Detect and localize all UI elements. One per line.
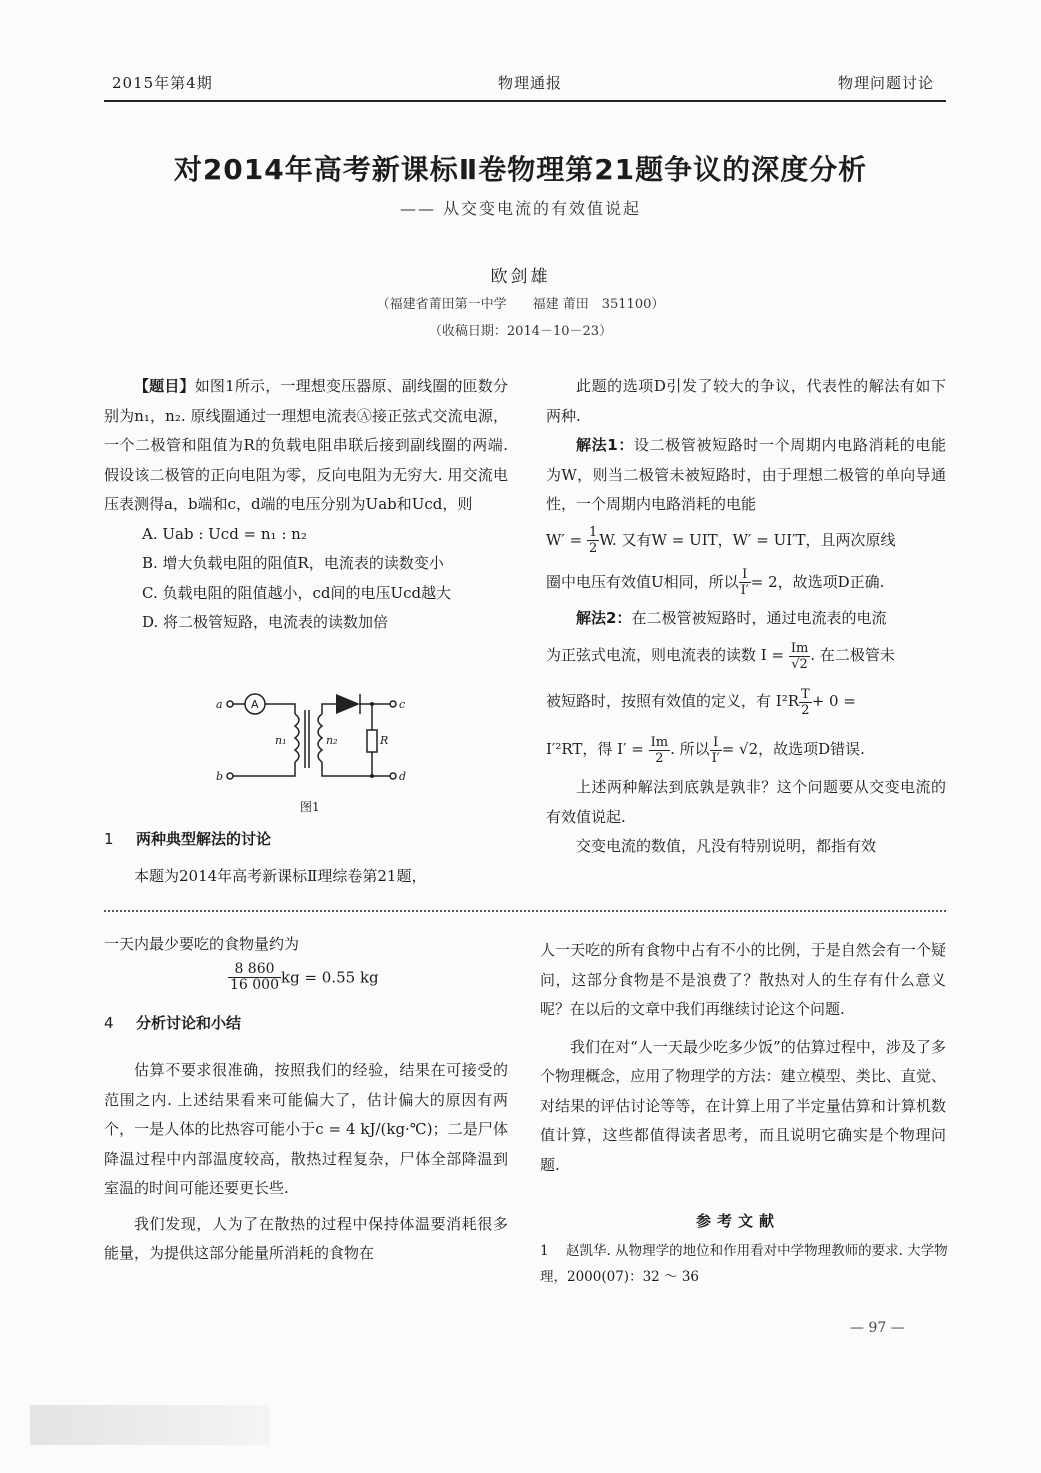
sol2-im-half-fraction: $\frac{Im}{2}$ (650, 734, 669, 766)
lower-left-p3: 我们发现，人为了在散热的过程中保持体温要消耗很多能量，为提供这部分能量所消耗的食物在 (104, 1214, 508, 1262)
sol2-line-4-end: = √2，故选项D错误. (721, 740, 865, 758)
sol1-eq-start: W′ = (546, 530, 587, 549)
sol1-conclusion-end: = 2，故选项D正确. (750, 572, 885, 591)
label-n2: n₂ (326, 734, 338, 747)
sol2-line-4-start: I′²RT，得 I′ = (546, 740, 649, 758)
article-affiliation: （福建省莆田第一中学 福建 莆田 351100） (376, 297, 665, 312)
sol1-eq-end: W. 又有W = UIT，W′ = UI′T，且两次原线 (599, 530, 896, 549)
section-1-heading (104, 828, 271, 849)
terminal-b (227, 773, 233, 779)
lower-right-column (540, 936, 946, 1180)
scan-artifact (30, 1405, 270, 1445)
secondary-coil (318, 714, 322, 762)
label-b: b (216, 770, 224, 783)
header-issue: 2015年第4期 (112, 74, 213, 92)
section-1-paragraph (104, 862, 508, 892)
solution-1-text: 设二极管被短路时一个周期内电路消耗的电能为W，则当二极管未被短路时，由于理想二极管的单向导通性，一个周期内电路消耗的电能 (546, 436, 946, 513)
terminal-a (227, 701, 233, 707)
sol1-half-fraction: $\frac{1}{2}$ (588, 525, 598, 556)
lower-left-column (104, 930, 508, 1269)
sol2-line-3-start: 被短路时，按照有效值的定义，有 I²R (546, 692, 800, 710)
header-journal: 物理通报 (498, 74, 563, 92)
section-1-title: 两种典型解法的讨论 (136, 830, 272, 848)
label-n1: n₁ (275, 734, 287, 747)
section-1-text: 本题为2014年高考新课标Ⅱ理综卷第21题， (134, 867, 427, 885)
circuit-diagram (210, 686, 410, 786)
page-number: — 97 — (850, 1320, 905, 1336)
right-intro: 此题的选项D引发了较大的争议，代表性的解法有如下两种. (546, 377, 946, 425)
section-1-number: 1 (104, 830, 114, 848)
lower-left-intro: 一天内最少要吃的食物量约为 (104, 935, 300, 953)
label-r: R (380, 734, 389, 747)
option-b: B. 增大负载电阻的阻值R，电流表的读数变小 (142, 554, 444, 572)
lower-right-p2: 我们在对“人一天最少吃多少饭”的估算过程中，涉及了多个物理概念，应用了物理学的方法：建立模型、类比、直觉、对结果的评估讨论等等，在计算上用了半定量估算和计算机数值计算，这些都值得读者思考，而且说明它确实是个物理问题. (540, 1037, 946, 1174)
sol2-im-sqrt2-fraction: $\frac{Im}{√2}$ (790, 640, 809, 672)
right-question: 上述两种解法到底孰是孰非？这个问题要从交变电流的有效值说起. (546, 778, 946, 826)
primary-coil (295, 714, 299, 762)
solution-2-label: 解法2： (576, 608, 632, 627)
label-d: d (399, 770, 407, 783)
solution-1-label: 解法1： (576, 436, 634, 454)
option-a: A. Uab : Ucd = n₁ : n₂ (142, 524, 307, 543)
header-rule (104, 100, 946, 102)
reference-item (540, 1238, 950, 1290)
sol2-line-2-start: 为正弦式电流，则电流表的读数 I = (546, 646, 789, 664)
diode-icon (336, 694, 360, 714)
dotted-separator (104, 910, 946, 912)
right-column-upper (546, 372, 946, 862)
food-equation: $\frac{8 860}{16 000}$ kg = 0.55 kg (230, 960, 379, 993)
references-title: 参考文献 (696, 1212, 781, 1230)
header-section: 物理问题讨论 (838, 74, 935, 92)
figure-caption: 图1 (300, 800, 320, 814)
article-subtitle: —— 从交变电流的有效值说起 (399, 199, 642, 218)
option-d: D. 将二极管短路，电流表的读数加倍 (142, 613, 389, 631)
sol2-line-3-end: + 0 = (811, 692, 856, 710)
reference-number: 1 (540, 1243, 549, 1259)
problem-text: 如图1所示，一理想变压器原、副线圈的匝数分别为n₁，n₂. 原线圈通过一理想电流表Ⓐ接正弦式交流电源，一个二极管和阻值为R的负载电阻串联后接到副线圈的两端. 假设该二极管的正向电阻为零，反向电阻为无穷大. 用交流电压表测得a，b端和c，d端的电压分别为Uab和Ucd，则 (104, 377, 508, 513)
sol1-ratio-fraction: $\frac{I}{I'}$ (740, 567, 749, 598)
section-4-heading (104, 1009, 508, 1039)
sol1-conclusion-start: 圈中电压有效值U相同，所以 (546, 572, 739, 591)
sol2-t-half-fraction: $\frac{T}{2}$ (801, 686, 810, 718)
option-c: C. 负载电阻的阻值越小，cd间的电压Ucd越大 (142, 583, 452, 602)
article-author: 欧剑雄 (490, 267, 551, 287)
lower-left-p2: 估算不要求很准确，按照我们的经验，结果在可接受的范围之内. 上述结果看来可能偏大了，估计偏大的原因有两个，一是人体的比热容可能小于c = 4 kJ/(kg·℃)；二是尸体降温过程中内部温度较高，散热过程复杂，尸体全部降温到室温的时间可能还要更长些. (104, 1061, 508, 1197)
problem-label: 【题目】 (134, 377, 195, 395)
right-last-line: 交变电流的数值，凡没有特别说明，都指有效 (576, 837, 877, 855)
label-a: a (216, 698, 223, 711)
sol2-ratio-fraction: $\frac{I}{I'}$ (711, 734, 720, 766)
solution-2-text: 在二极管被短路时，通过电流表的电流 (631, 608, 887, 627)
label-ammeter: A (251, 698, 259, 711)
section-4-title: 分析讨论和小结 (136, 1013, 242, 1032)
section-4-number: 4 (104, 1013, 114, 1032)
problem-block (104, 372, 508, 638)
sol2-line-4-mid: . 所以 (670, 740, 710, 758)
reference-text: 赵凯华. 从物理学的地位和作用看对中学物理教师的要求. 大学物理，2000(07)：32 ～ 36 (540, 1243, 948, 1285)
lower-right-p1: 人一天吃的所有食物中占有不小的比例，于是自然会有一个疑问，这部分食物是不是浪费了？散热对人的生存有什么意义呢？在以后的文章中我们再继续讨论这个问题. (540, 941, 946, 1018)
terminal-d (390, 773, 396, 779)
article-title: 对2014年高考新课标Ⅱ卷物理第21题争议的深度分析 (173, 153, 868, 186)
resistor-r (367, 730, 377, 752)
article-received-date: （收稿日期：2014－10－23） (428, 324, 613, 339)
terminal-c (390, 701, 396, 707)
sol2-line-2-end: . 在二极管未 (810, 646, 895, 664)
label-c: c (399, 698, 406, 711)
